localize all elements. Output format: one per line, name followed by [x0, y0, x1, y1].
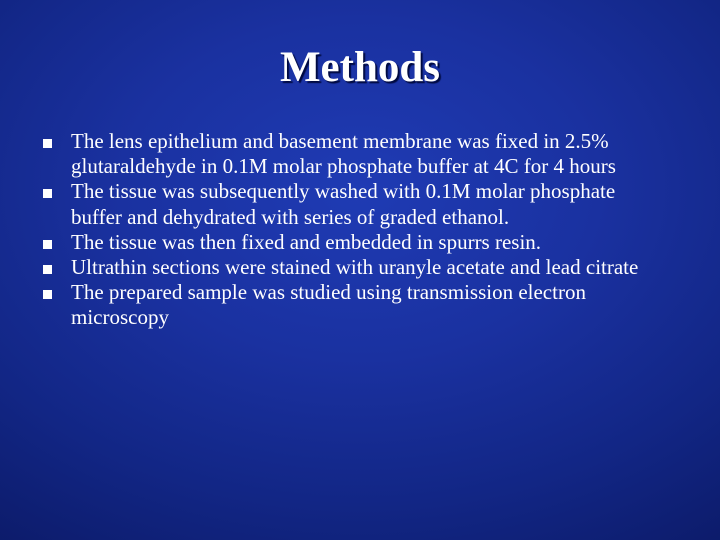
- bullet-text: Ultrathin sections were stained with uranyle acetate and lead citrate: [71, 255, 639, 280]
- square-bullet-icon: [43, 290, 52, 299]
- bullet-item: [43, 129, 693, 179]
- square-bullet-icon: [43, 265, 52, 274]
- bullet-text: The tissue was then fixed and embedded in spurrs resin.: [71, 229, 542, 254]
- square-bullet-icon: [43, 189, 52, 198]
- square-bullet-icon: [43, 139, 52, 148]
- bullet-item: [43, 280, 693, 330]
- bullet-text: The prepared sample was studied using transmission electron microscopy: [71, 280, 586, 330]
- bullet-item: [43, 179, 693, 229]
- bullet-list: [43, 129, 693, 331]
- bullet-item: [43, 255, 693, 280]
- slide-title: Methods: [279, 44, 441, 91]
- square-bullet-icon: [43, 240, 52, 249]
- bullet-text: The tissue was subsequently washed with 0.1M molar phosphate buffer and dehydrated with series of graded ethanol.: [71, 179, 616, 229]
- bullet-text: The lens epithelium and basement membrane was fixed in 2.5% glutaraldehyde in 0.1M molar phosphate buffer at 4C for 4 hours: [71, 129, 616, 179]
- bullet-item: [43, 230, 693, 255]
